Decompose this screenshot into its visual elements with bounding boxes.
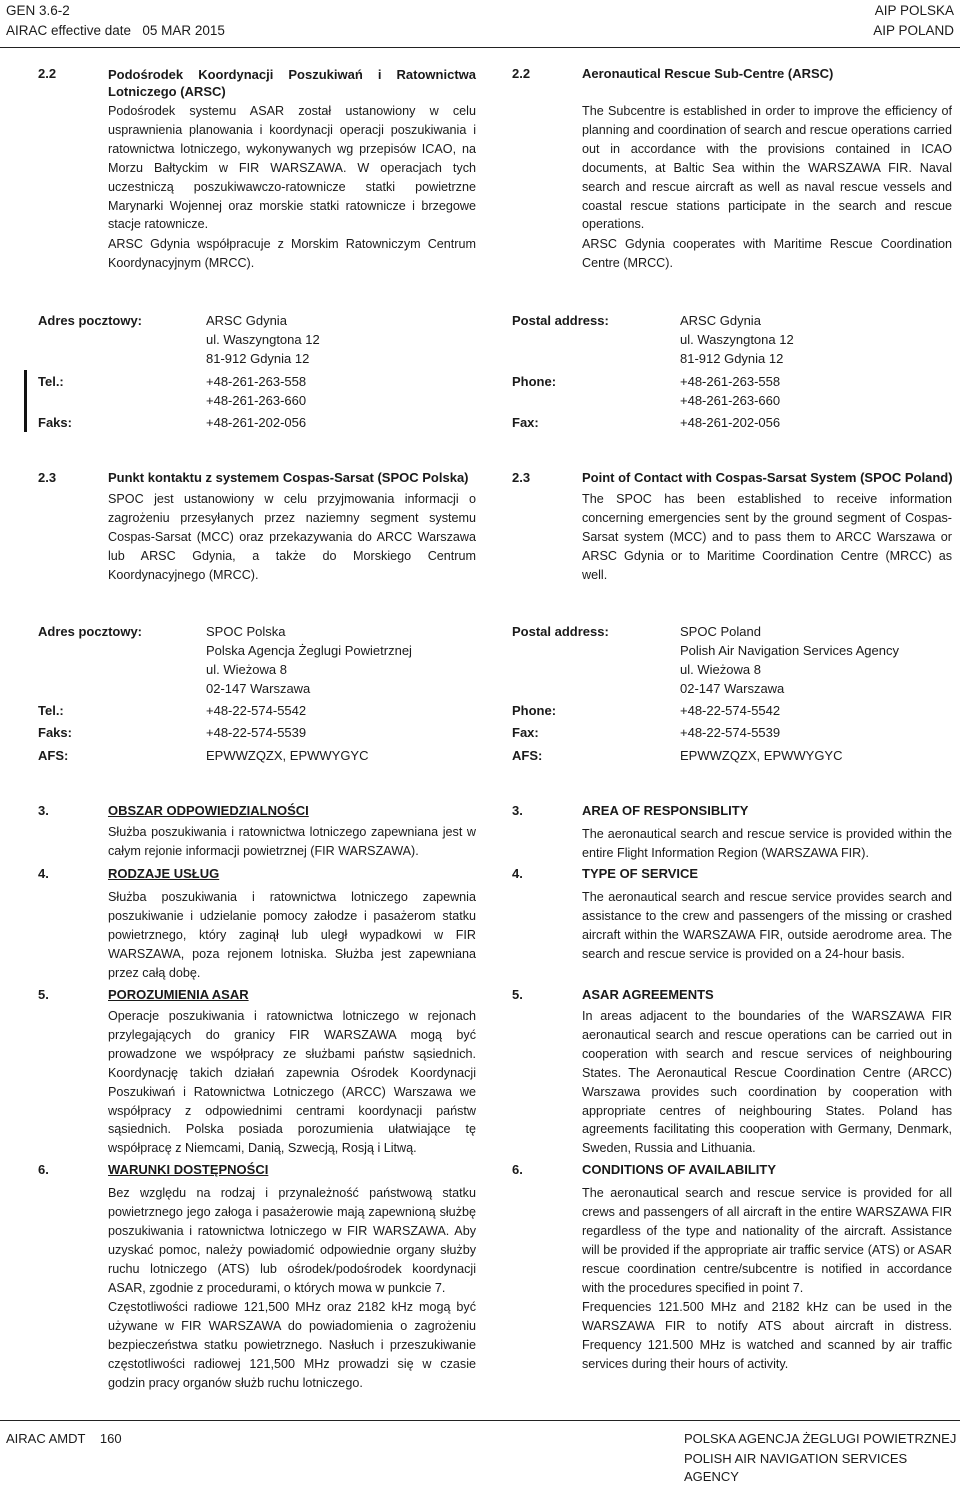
page-header-right bbox=[873, 2, 954, 40]
pl-spoc-contact-block bbox=[38, 623, 478, 768]
en-section-5 bbox=[512, 987, 954, 1162]
section-title: ASAR AGREEMENTS bbox=[582, 987, 714, 1002]
phone-number: +48-261-263-558 bbox=[206, 374, 307, 389]
section-paragraph: ARSC Gdynia współpracuje z Morskim Ratowniczym Centrum Koordynacyjnym (MRCC). bbox=[108, 237, 476, 270]
phone-number: +48-261-263-660 bbox=[206, 393, 307, 408]
section-title: Aeronautical Rescue Sub-Centre (ARSC) bbox=[582, 66, 834, 81]
fax-number: +48-22-574-5539 bbox=[206, 725, 307, 740]
postal-address-line: SPOC Poland bbox=[680, 624, 761, 639]
section-title: RODZAJE USŁUG bbox=[108, 866, 220, 881]
section-paragraph: Służba poszukiwania i ratownictwa lotniczego zapewniana jest w całym rejonie informacji powietrznej (FIR WARSZAWA). bbox=[108, 825, 476, 858]
pl-arsc-contact-block bbox=[38, 312, 478, 432]
phone-label: Tel.: bbox=[38, 703, 64, 718]
postal-address-line: Polish Air Navigation Services Agency bbox=[680, 643, 899, 658]
section-paragraph: The aeronautical search and rescue service is provided within the entire Flight Information Region (WARSZAWA FIR). bbox=[582, 827, 952, 860]
footer-agency bbox=[684, 1430, 960, 1486]
postal-address-line: ul. Wieżowa 8 bbox=[680, 662, 761, 677]
section-paragraph: Bez względu na rodzaj i przynależność państwową statku powietrznego jego załoga i pasażerowie mają zapewnioną służbę poszukiwania i ratownictwa lotniczego w FIR WARSZAWA. Aby uzyskać pomoc, należy powiadomić odpowiednie organy służby ruchu lotniczego (ATS) lub ośrodek/podośrodek koordynacji ASAR, zgodnie z procedurami, o których mowa w punkcie 7. bbox=[108, 1186, 476, 1295]
section-title: CONDITIONS OF AVAILABILITY bbox=[582, 1162, 777, 1177]
postal-address-line: ARSC Gdynia bbox=[206, 313, 287, 328]
section-title: AREA OF RESPONSIBLITY bbox=[582, 803, 749, 818]
section-number: 2.2 bbox=[512, 66, 531, 81]
section-paragraph: The SPOC has been established to receive information concerning emergencies sent by the ground segment of Cospas-Sarsat system (MCC) and to pass them to ARCC Warszawa or ARSC Gdynia or to Maritime Coordination Centre (MRCC) as well. bbox=[582, 492, 952, 582]
section-title: OBSZAR ODPOWIEDZIALNOŚCI bbox=[108, 803, 309, 818]
section-paragraph: Frequencies 121.500 MHz and 2182 kHz can be used in the WARSZAWA FIR to notify ATS about aircraft in distress. Frequency 121.500 MHz is watched and scanned by air traffic services during their hours of activity. bbox=[582, 1300, 952, 1371]
section-paragraph: Służba poszukiwania i ratownictwa lotniczego zapewnia poszukiwanie i udzielanie pomocy załodze i pasażerom statku powietrznego, który zaginął lub uległ wypadkowi w FIR WARSZAWA, poza rejonem lotniska. Służba jest zapewniana przez całą dobę. bbox=[108, 890, 476, 980]
fax-label: Faks: bbox=[38, 415, 72, 430]
amendment-number bbox=[6, 1430, 122, 1448]
en-section-6 bbox=[512, 1162, 954, 1382]
page-header-left bbox=[6, 2, 225, 40]
fax-label: Faks: bbox=[38, 725, 72, 740]
fax-label: Fax: bbox=[512, 415, 539, 430]
section-number: 5. bbox=[512, 987, 523, 1002]
section-number: 6. bbox=[512, 1162, 523, 1177]
postal-address-line: 81-912 Gdynia 12 bbox=[206, 351, 310, 366]
section-paragraph: The aeronautical search and rescue service provides search and assistance to the crew and passengers of the missing or crashed aircraft within the WARSZAWA FIR, outside aerodrome area. The search and rescue service is provided on a 24-hour basis. bbox=[582, 890, 952, 961]
section-title: TYPE OF SERVICE bbox=[582, 866, 699, 881]
section-number: 4. bbox=[38, 866, 49, 881]
postal-address-line: 02-147 Warszawa bbox=[206, 681, 311, 696]
postal-address-line: 81-912 Gdynia 12 bbox=[680, 351, 784, 366]
section-title: WARUNKI DOSTĘPNOŚCI bbox=[108, 1162, 269, 1177]
section-number: 3. bbox=[512, 803, 523, 818]
change-bar bbox=[24, 370, 27, 432]
section-number: 3. bbox=[38, 803, 49, 818]
effective-date-line bbox=[6, 22, 225, 40]
afs-address: EPWWZQZX, EPWWYGYC bbox=[680, 748, 843, 763]
afs-label: AFS: bbox=[38, 748, 69, 763]
section-number: 2.3 bbox=[512, 470, 531, 485]
section-number: 5. bbox=[38, 987, 49, 1002]
fax-number: +48-261-202-056 bbox=[680, 415, 781, 430]
section-paragraph: The Subcentre is established in order to improve the efficiency of planning and coordination of search and rescue operations carried out in accordance with the provisions contained in ICAO documents, at Baltic Sea within the WARSZAWA FIR. Naval search and rescue aircraft as well as naval rescue vessels and coastal rescue stations participate in the search and rescue operations. bbox=[582, 104, 952, 232]
phone-number: +48-261-263-558 bbox=[680, 374, 781, 389]
en-section-2-2 bbox=[512, 66, 954, 276]
en-arsc-contact-block bbox=[512, 312, 952, 432]
section-paragraph: ARSC Gdynia cooperates with Maritime Rescue Coordination Centre (MRCC). bbox=[582, 237, 952, 270]
postal-address-line: ARSC Gdynia bbox=[680, 313, 761, 328]
pl-section-6 bbox=[38, 1162, 476, 1402]
afs-address: EPWWZQZX, EPWWYGYC bbox=[206, 748, 369, 763]
section-paragraph: The aeronautical search and rescue service is provided for all crews and passengers of all aircraft in the entire WARSZAWA FIR regardless of the type and nationality of the aircraft. Assistance will be provided if the appropriate air traffic service (ATS) or ASAR rescue coordination centre/subcentre is notified in accordance with the procedures specified in point 7. bbox=[582, 1186, 952, 1295]
postal-address-line: Polska Agencja Żeglugi Powietrznej bbox=[206, 643, 412, 658]
effective-date-value: 05 MAR 2015 bbox=[142, 23, 225, 38]
postal-address-line: 02-147 Warszawa bbox=[680, 681, 785, 696]
section-number: 4. bbox=[512, 866, 523, 881]
postal-address-label: Postal address: bbox=[512, 624, 609, 639]
en-section-3 bbox=[512, 803, 954, 863]
phone-number: +48-22-574-5542 bbox=[680, 703, 781, 718]
postal-address-label: Adres pocztowy: bbox=[38, 624, 143, 639]
section-paragraph: SPOC jest ustanowiony w celu przyjmowania informacji o zagrożeniu przesyłanych przez naziemny segment systemu Cospas-Sarsat (MCC) oraz przekazywania do ARCC Warszawa lub ARSC Gdynia, a także do Morskiego Centrum Koordynacyjnego (MRCC). bbox=[108, 492, 476, 582]
pl-section-5 bbox=[38, 987, 476, 1162]
postal-address-label: Adres pocztowy: bbox=[38, 313, 143, 328]
footer-divider bbox=[0, 1420, 960, 1421]
en-section-2-3 bbox=[512, 470, 954, 590]
section-number: 2.2 bbox=[38, 66, 57, 81]
header-divider bbox=[0, 47, 960, 48]
postal-address-line: ul. Waszyngtona 12 bbox=[680, 332, 794, 347]
section-title: POROZUMIENIA ASAR bbox=[108, 987, 249, 1002]
fax-label: Fax: bbox=[512, 725, 539, 740]
amendment-label: AIRAC AMDT bbox=[6, 1431, 86, 1446]
phone-number: +48-22-574-5542 bbox=[206, 703, 307, 718]
postal-address-line: SPOC Polska bbox=[206, 624, 286, 639]
pl-section-4 bbox=[38, 866, 476, 984]
publication-title-pl: AIP POLSKA bbox=[874, 3, 954, 18]
section-title: Podośrodek Koordynacji Poszukiwań i Ratownictwa Lotniczego (ARSC) bbox=[108, 67, 476, 99]
afs-label: AFS: bbox=[512, 748, 543, 763]
section-paragraph: Operacje poszukiwania i ratownictwa lotniczego w rejonach przylegających do granicy FIR WARSZAWA mogą być prowadzone we współpracy ze służbami państw sąsiednich. Koordynację takich działań zapewnia Ośrodek Koordynacji Poszukiwań i Ratownictwa Lotniczego (ARCC) Warszawa we współpracy z odpowiednimi centrami koordynacji państw sąsiednich. Polska posiada porozumienia ułatwiające tę współpracę z Niemcami, Danią, Szwecją, Rosją i Litwą. bbox=[108, 1009, 476, 1156]
section-number: 2.3 bbox=[38, 470, 57, 485]
postal-address-label: Postal address: bbox=[512, 313, 609, 328]
agency-name-en: POLISH AIR NAVIGATION SERVICES AGENCY bbox=[684, 1451, 908, 1484]
phone-label: Tel.: bbox=[38, 374, 64, 389]
agency-name-pl: POLSKA AGENCJA ŻEGLUGI POWIETRZNEJ bbox=[684, 1431, 957, 1446]
section-number: 6. bbox=[38, 1162, 49, 1177]
section-title: Point of Contact with Cospas-Sarsat System (SPOC Poland) bbox=[582, 470, 953, 485]
section-paragraph: Częstotliwości radiowe 121,500 MHz oraz 2182 kHz mogą być używane w FIR WARSZAWA do powiadomienia o zagrożeniu bezpieczeństwa statku powietrznego. Nasłuch i przeszukiwanie częstotliwości radiowej 121,500 MHz prowadzi się w czasie godzin pracy organów służb ruchu lotniczego. bbox=[108, 1300, 476, 1390]
fax-number: +48-261-202-056 bbox=[206, 415, 307, 430]
pl-section-2-2 bbox=[38, 66, 476, 276]
postal-address-line: ul. Wieżowa 8 bbox=[206, 662, 287, 677]
phone-label: Phone: bbox=[512, 374, 557, 389]
page-number: GEN 3.6-2 bbox=[6, 3, 70, 18]
effective-date-label: AIRAC effective date bbox=[6, 23, 132, 38]
section-paragraph: In areas adjacent to the boundaries of the WARSZAWA FIR aeronautical search and rescue operations can be carried out in cooperation with search and rescue services of neighbouring States. The Aeronautical Rescue Coordination Centre (ARCC) Warszawa provides such coordination by cooperation with appropriate centres of neighbouring States. Poland has agreements facilitating this cooperation with Germany, Denmark, Sweden, Russia and Lithuania. bbox=[582, 1009, 952, 1156]
section-title: Punkt kontaktu z systemem Cospas-Sarsat (SPOC Polska) bbox=[108, 470, 469, 485]
en-section-4 bbox=[512, 866, 954, 984]
publication-title-en: AIP POLAND bbox=[873, 23, 954, 38]
phone-label: Phone: bbox=[512, 703, 557, 718]
pl-section-2-3 bbox=[38, 470, 476, 590]
section-paragraph: Podośrodek systemu ASAR został ustanowiony w celu usprawnienia planowania i koordynacji operacji poszukiwania i ratownictwa lotniczego, wykonywanych wg przepisów ICAO, na Morzu Bałtyckim w FIR WARSZAWA. W operacjach tych uczestniczą poszukiwawczo-ratownicze statki powietrzne Marynarki Wojennej oraz morskie statki ratownicze i brzegowe stacje ratownicze. bbox=[108, 104, 476, 232]
postal-address-line: ul. Waszyngtona 12 bbox=[206, 332, 320, 347]
pl-section-3 bbox=[38, 803, 476, 863]
en-spoc-contact-block bbox=[512, 623, 952, 768]
amendment-value: 160 bbox=[99, 1431, 122, 1446]
phone-number: +48-261-263-660 bbox=[680, 393, 781, 408]
fax-number: +48-22-574-5539 bbox=[680, 725, 781, 740]
